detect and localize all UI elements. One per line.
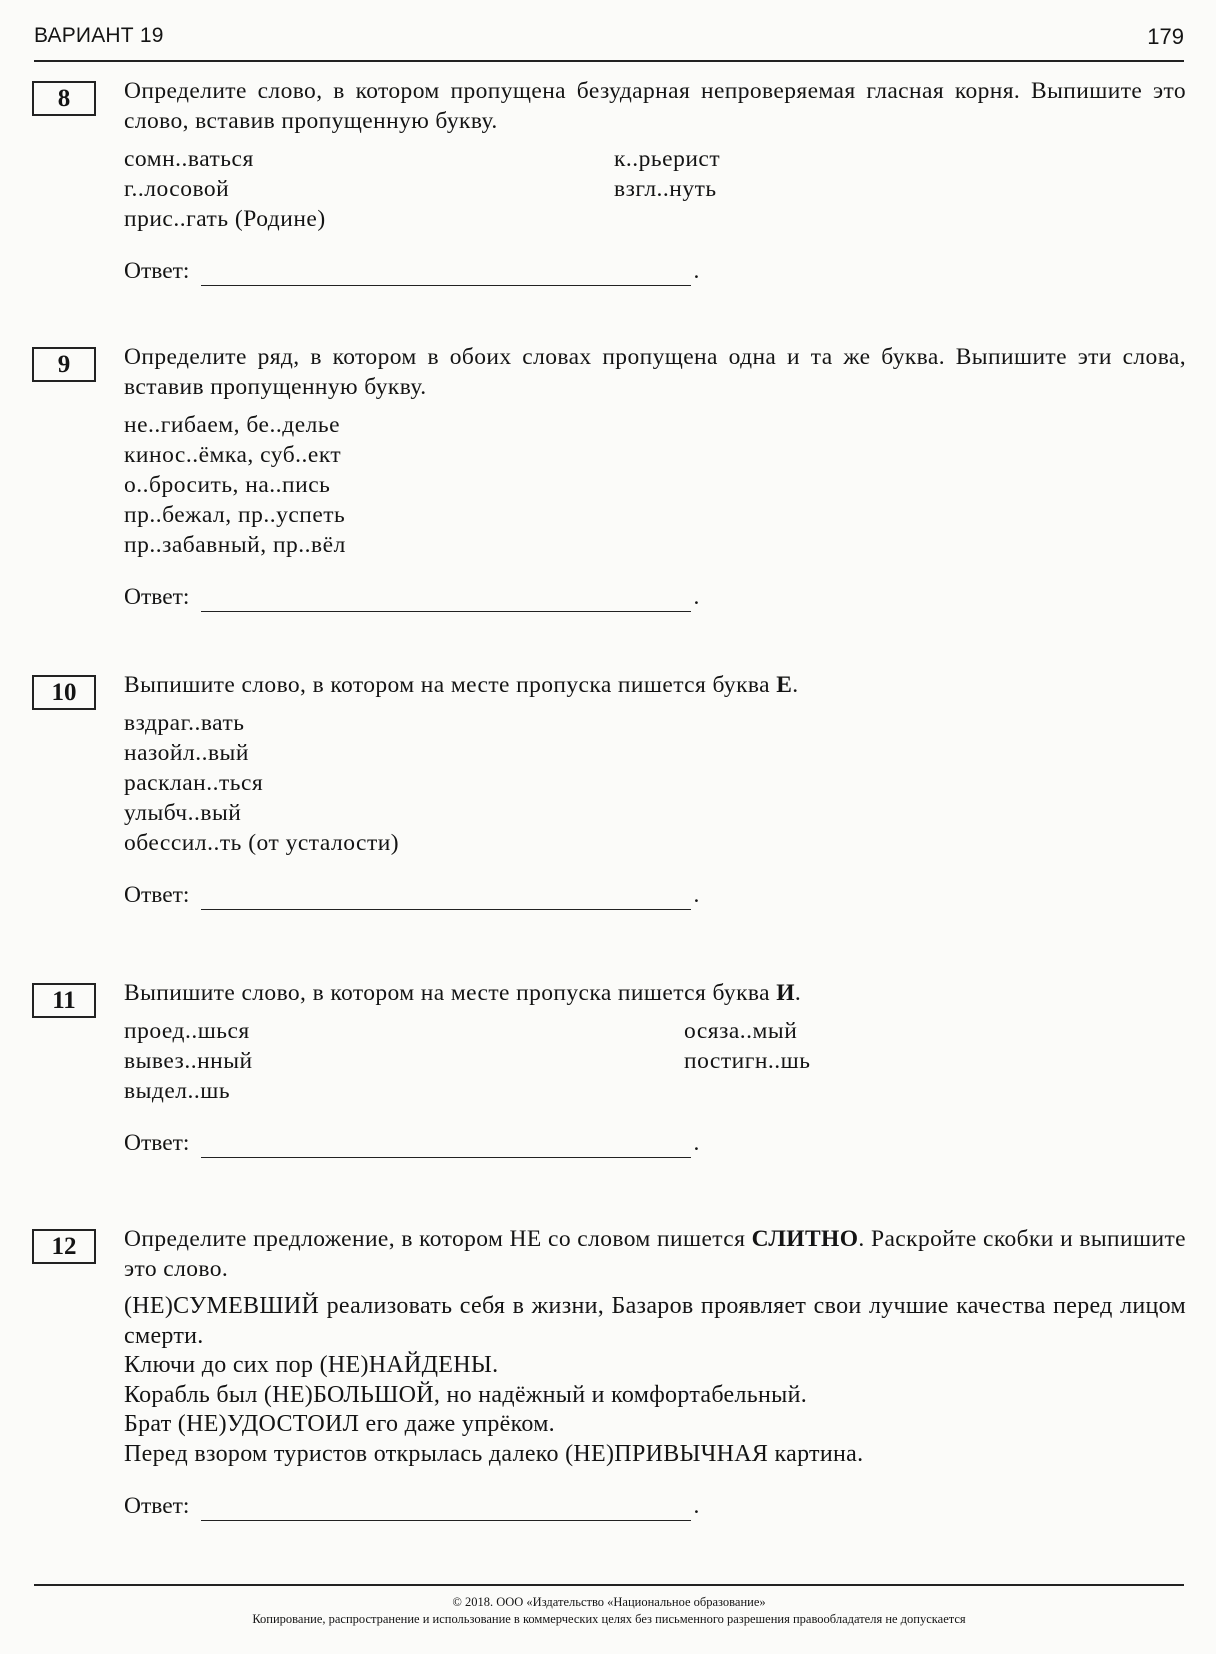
answer-row: Ответ: .	[124, 882, 700, 908]
list-item: обессил..ть (от усталости)	[124, 830, 400, 856]
list-item: не..гибаем, бе..делье	[124, 412, 340, 438]
list-item: постигн..шь	[684, 1048, 811, 1074]
answer-field[interactable]	[201, 1496, 691, 1521]
answer-row: Ответ: .	[124, 584, 700, 610]
answer-label: Ответ:	[124, 1130, 190, 1156]
task-number: 12	[32, 1229, 96, 1264]
list-item: осяза..мый	[684, 1018, 798, 1044]
answer-label: Ответ:	[124, 1493, 190, 1519]
list-item: пр..забавный, пр..вёл	[124, 532, 346, 558]
list-item: пр..бежал, пр..успеть	[124, 502, 346, 528]
list-item: (НЕ)СУМЕВШИЙ реализовать себя в жизни, Базаров проявляет свои лучшие качества перед лицом смерти.	[124, 1293, 1186, 1349]
task-prompt: Выпишите слово, в котором на месте пропуска пишется буква И.	[124, 980, 802, 1006]
copyright-notice: Копирование, распространение и использование в коммерческих целях без письменного разрешения правообладателя не допускается	[252, 1612, 966, 1626]
list-item: Перед взором туристов открылась далеко (НЕ)ПРИВЫЧНАЯ картина.	[124, 1440, 864, 1467]
answer-row: Ответ: .	[124, 1130, 700, 1156]
answer-field[interactable]	[201, 1133, 691, 1158]
word-columns	[124, 144, 1186, 234]
list-item: вывез..нный	[124, 1048, 253, 1074]
task-prompt: Определите ряд, в котором в обоих словах пропущена одна и та же буква. Выпишите эти слова, вставив пропущенную букву.	[124, 344, 1186, 400]
answer-field[interactable]	[201, 885, 691, 910]
task-prompt: Определите предложение, в котором НЕ со словом пишется СЛИТНО. Раскройте скобки и выпишите это слово.	[124, 1226, 1186, 1282]
word-columns	[124, 1016, 1186, 1106]
page-header	[34, 20, 1184, 62]
list-item: взгл..нуть	[614, 176, 717, 202]
answer-label: Ответ:	[124, 882, 190, 908]
list-item: проед..шься	[124, 1018, 250, 1044]
list-item: к..рьерист	[614, 146, 721, 172]
list-item: о..бросить, на..пись	[124, 472, 331, 498]
page-number: 179	[1147, 24, 1184, 49]
answer-row: Ответ: .	[124, 1493, 700, 1519]
task-prompt: Выпишите слово, в котором на месте пропуска пишется буква Е.	[124, 672, 799, 698]
word-list	[124, 410, 1186, 560]
task-number: 8	[32, 81, 96, 116]
list-item: выдел..шь	[124, 1078, 231, 1104]
list-item: кинос..ёмка, суб..ект	[124, 442, 342, 468]
task-number: 9	[32, 347, 96, 382]
answer-field[interactable]	[201, 587, 691, 612]
list-item: Корабль был (НЕ)БОЛЬШОЙ, но надёжный и комфортабельный.	[124, 1381, 808, 1408]
sentence-list	[124, 1292, 1186, 1469]
list-item: сомн..ваться	[124, 146, 254, 172]
answer-label: Ответ:	[124, 584, 190, 610]
answer-field[interactable]	[201, 261, 691, 286]
word-list	[124, 708, 1186, 858]
list-item: Ключи до сих пор (НЕ)НАЙДЕНЫ.	[124, 1352, 499, 1378]
list-item: вздраг..вать	[124, 710, 245, 736]
list-item: назойл..вый	[124, 740, 249, 766]
list-item: г..лосовой	[124, 176, 230, 202]
copyright-line: © 2018. ООО «Издательство «Национальное образование»	[452, 1595, 766, 1609]
page-footer	[34, 1584, 1184, 1628]
task-prompt: Определите слово, в котором пропущена безударная непроверяемая гласная корня. Выпишите это слово, вставив пропущенную букву.	[124, 78, 1186, 134]
answer-label: Ответ:	[124, 258, 190, 284]
answer-row: Ответ: .	[124, 258, 700, 284]
list-item: улыбч..вый	[124, 800, 242, 826]
list-item: прис..гать (Родине)	[124, 206, 326, 232]
variant-title: ВАРИАНТ 19	[34, 24, 164, 47]
task-number: 11	[32, 983, 96, 1018]
list-item: Брат (НЕ)УДОСТОИЛ его даже упрёком.	[124, 1411, 555, 1437]
task-number: 10	[32, 675, 96, 710]
list-item: расклан..ться	[124, 770, 264, 796]
